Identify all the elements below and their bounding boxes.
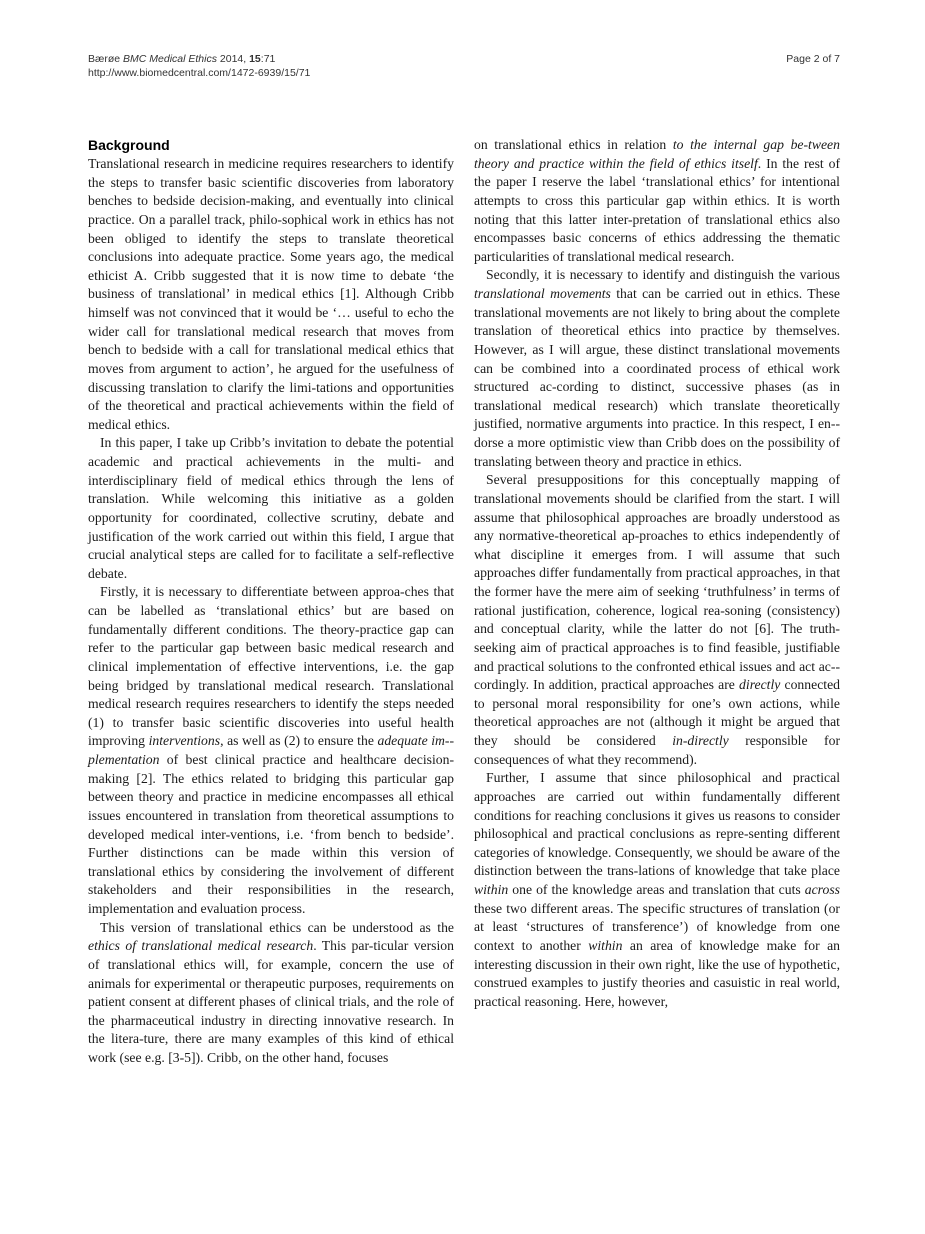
section-heading: Background xyxy=(88,137,170,153)
left-column xyxy=(88,136,454,1068)
citation-author: Bærøe xyxy=(88,53,121,65)
citation-volume: 15 xyxy=(249,53,261,65)
article-url[interactable]: http://www.biomedcentral.com/1472-6939/15/71 xyxy=(88,67,311,79)
paragraph: This version of translational ethics can be understood as the ethics of translational medical research. This par-ticular version of translational ethics will, for example, concern the use of animals for experimental or therapeutic purposes, requirements on patient consent at different phases of clinical trials, and the role of the pharmaceutical industry in directing innovative research. In the litera-ture, there are many examples of this kind of ethical work (see e.g. [3-5]). Cribb, on the other hand, focuses xyxy=(88,919,454,1065)
citation-article: :71 xyxy=(260,53,276,65)
page-number: Page 2 of 7 xyxy=(786,53,840,65)
citation-year: 2014, xyxy=(219,53,247,65)
citation-journal: BMC Medical Ethics xyxy=(123,53,217,65)
paragraph: Further, I assume that since philosophical and practical approaches are carried out within fundamentally different conditions for reaching conclusions it gives us reasons to consider philosophical and practical conclusions as repre-senting different categories of knowledge. Consequently, we should be aware of the distinction between the trans-lations of knowledge that take place within one of the knowledge areas and translation that cuts across these two different areas. The specific structures of translation (or at least ‘structures of transference’) of knowledge from one context to another within an area of knowledge make for an interesting discussion in their own right, like the use of hypothetic, construed examples to justify theories and casuistic in real world, practical reasoning. Here, however, xyxy=(474,770,840,1009)
paragraph: Translational research in medicine requires researchers to identify the steps to transfer basic scientific discoveries from laboratory benches to bedside decision-making, and eventually into clinical practice. On a parallel track, philo-sophical work in ethics has not been obliged to identify the steps to translate theoretical conclusions into adequate practice. Some years ago, the medical ethicist A. Cribb suggested that it is now time to debate ‘the business of translational’ in medical ethics [1]. Although Cribb himself was not convinced that it would be ‘… useful to echo the wider call for translational medical research that moves from bench to bedside with a call for translational medical ethics that moves from argument to action’, he argued for the usefulness of discussing translation to clarify the limi-tations and opportunities of the theoretical and practical achievements within the field of medical ethics. xyxy=(88,156,454,432)
paragraph: In this paper, I take up Cribb’s invitation to debate the potential academic and practical achievements in the multi- and interdisciplinary field of medical ethics through the lens of translation. While welcoming this initiative as a golden opportunity for coordinated, collective scrutiny, debate and justification of the work carried out within this field, I argue that crucial analytical steps are called for to facilitate a self-reflective debate. xyxy=(88,435,454,581)
citation-line xyxy=(88,52,310,66)
header-citation-block xyxy=(88,52,310,80)
paragraph: Several presuppositions for this conceptually mapping of translational movements should be clarified from the start. I will assume that philosophical approaches are broadly understood as any normative-theoretical ap-proaches to ethics independently of what discipline it emerges from. I will assume that such approaches differ fundamentally from practical approaches, in that the former have the mere aim of seeking ‘truthfulness’ in terms of rational justification, coherence, logical rea-soning (consistency) and conceptual clarity, while the latter do not [6]. The truth-seeking aim of practical approaches is to find feasible, justifiable and practical solutions to the confronted ethical issues and act ac-cordingly. In addition, practical approaches are directly connected to personal moral responsibility for one’s own actions, while theoretical approaches are not (although it might be argued that they should be considered in-directly responsible for consequences of what they recommend). xyxy=(474,472,841,767)
paragraph: on translational ethics in relation to the internal gap be-tween theory and practice within the field of ethics itself. In the rest of the paper I reserve the label ‘translational ethics’ for intentional attempts to cross this particular gap within ethics. It is worth noting that this latter inter-pretation of translational ethics also encompasses basic concerns of ethics addressing the thematic particularities of translational medical research. xyxy=(474,137,840,264)
paragraph: Firstly, it is necessary to differentiate between approa-ches that can be labelled as ‘translational ethics’ but are based on fundamentally different conditions. The theory-practice gap can refer to the particular gap between basic medical research and clinical implementation of effective interventions, i.e. the gap being bridged by translational medical research. Translational medical research requires researchers to identify the steps needed (1) to transfer basic scientific discoveries into useful health improving interventions, as well as (2) to ensure the adequate im-plementation of best clinical practice and healthcare decision-making [2]. The ethics related to bridging this particular gap between theory and practice in medicine encompasses all ethical issues encountered in translation from theoretical assumptions to developed medical inter-ventions, i.e. ‘from bench to bedside’. Further distinctions can be made within this version of translational ethics by considering the involvement of different stakeholders and their responsibilities in the research, implementation and evaluation process. xyxy=(88,584,455,916)
right-column xyxy=(474,136,840,1011)
paragraph: Secondly, it is necessary to identify and distinguish the various translational movements that can be carried out in ethics. These translational movements are not likely to bring about the complete translation of theoretical ethics into practice by themselves. However, as I will argue, these distinct translational movements can be combined into a coordinated process of ethical work structured ac-cording to distinct, successive phases (as in translational medical research) which translate theoretically justified, normative arguments into practice. In this respect, I en-dorse a more optimistic view than Cribb does on the possibility of translating between theory and practice in ethics. xyxy=(474,267,840,469)
